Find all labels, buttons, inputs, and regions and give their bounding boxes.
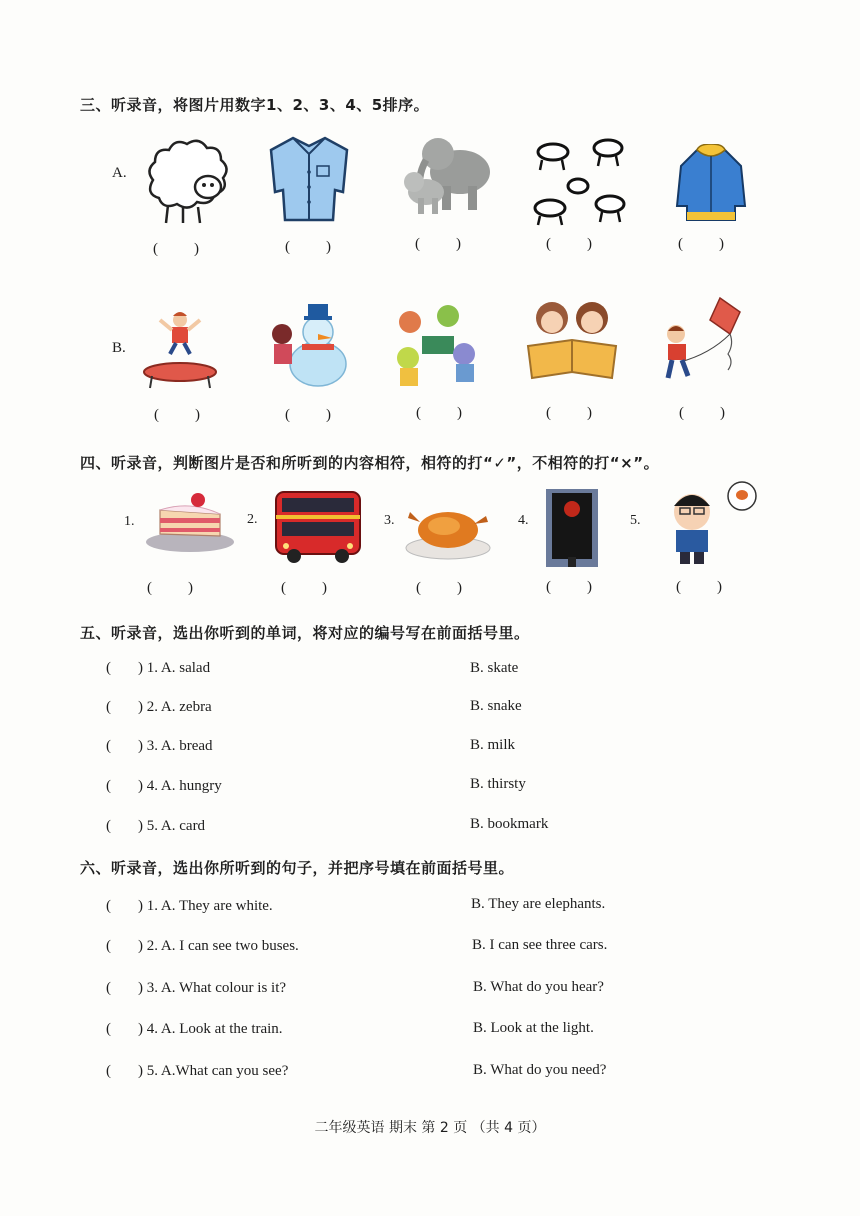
paren-close: ) xyxy=(322,580,327,596)
paren-open[interactable]: ( xyxy=(106,1021,111,1037)
page-footer: 二年级英语 期末 第 2 页 （共 4 页） xyxy=(314,1120,546,1136)
paren-open: ( xyxy=(678,236,683,252)
paren-open[interactable]: ( xyxy=(106,699,111,715)
section5-heading: 五、听录音，选出你听到的单词，将对应的编号写在前面括号里。 xyxy=(80,624,530,642)
paren-open: ( xyxy=(546,405,551,421)
paren-close: ) xyxy=(587,405,592,421)
flying-kite-icon xyxy=(660,294,750,386)
traffic-light-icon xyxy=(546,489,598,567)
paren-close: ) xyxy=(194,241,199,257)
question-option-a: ( ) 5. A. card xyxy=(106,818,206,834)
paren-open: ( xyxy=(285,239,290,255)
paren-open: ( xyxy=(281,580,286,596)
paren-open: ( xyxy=(415,236,420,252)
answer-paren[interactable] xyxy=(678,236,724,253)
paren-open[interactable]: ( xyxy=(106,1063,111,1079)
question-option-b: B. thirsty xyxy=(470,776,526,792)
question-option-b: B. bookmark xyxy=(470,816,549,832)
paren-open[interactable]: ( xyxy=(106,898,111,914)
answer-paren[interactable] xyxy=(281,580,327,597)
answer-paren[interactable] xyxy=(154,407,200,424)
coat-icon xyxy=(675,144,747,224)
paren-open: ( xyxy=(676,579,681,595)
paren-open: ( xyxy=(147,580,152,596)
paren-close: ) xyxy=(456,236,461,252)
paren-close: ) xyxy=(587,579,592,595)
item-number: 5. xyxy=(630,513,641,528)
question-option-a: ( ) 3. A. bread xyxy=(106,738,213,754)
item-number: 2. xyxy=(247,512,258,527)
question-option-a: ( ) 1. A. They are white. xyxy=(106,898,273,914)
question-option-b: B. snake xyxy=(470,698,522,714)
question-option-a: ( ) 1. A. salad xyxy=(106,660,211,676)
question-option-b: B. What do you hear? xyxy=(473,979,604,995)
question-option-a: ( ) 4. A. hungry xyxy=(106,778,222,794)
item-number: 3. xyxy=(384,513,395,528)
paren-open: ( xyxy=(679,405,684,421)
paren-open: ( xyxy=(285,407,290,423)
paren-open[interactable]: ( xyxy=(106,660,111,676)
shirt-icon xyxy=(265,132,353,224)
cake-icon xyxy=(142,488,238,554)
paren-open: ( xyxy=(416,580,421,596)
paren-close: ) xyxy=(326,407,331,423)
question-option-a: ( ) 3. A. What colour is it? xyxy=(106,980,287,996)
zebras-icon xyxy=(528,130,633,226)
paren-open: ( xyxy=(153,241,158,257)
answer-paren[interactable] xyxy=(546,236,592,253)
paren-close: ) xyxy=(326,239,331,255)
item-number: 1. xyxy=(124,514,135,529)
paren-open[interactable]: ( xyxy=(106,738,111,754)
question-option-b: B. What do you need? xyxy=(473,1062,607,1078)
paren-open[interactable]: ( xyxy=(106,980,111,996)
children-reading-icon xyxy=(522,296,622,384)
row-b-label: B. xyxy=(112,340,126,356)
snowman-icon xyxy=(268,300,353,388)
answer-paren[interactable] xyxy=(285,239,331,256)
paren-open: ( xyxy=(416,405,421,421)
paren-close: ) xyxy=(457,405,462,421)
paren-open: ( xyxy=(546,579,551,595)
question-option-b: B. Look at the light. xyxy=(473,1020,594,1036)
children-playing-icon xyxy=(390,302,485,388)
section3-heading: 三、听录音，将图片用数字1、2、3、4、5排序。 xyxy=(80,96,430,114)
question-option-a: ( ) 4. A. Look at the train. xyxy=(106,1021,283,1037)
paren-close: ) xyxy=(457,580,462,596)
paren-close: ) xyxy=(719,236,724,252)
paren-open[interactable]: ( xyxy=(106,818,111,834)
paren-open: ( xyxy=(154,407,159,423)
answer-paren[interactable] xyxy=(285,407,331,424)
answer-paren[interactable] xyxy=(676,579,722,596)
question-option-b: B. milk xyxy=(470,737,516,753)
answer-paren[interactable] xyxy=(679,405,725,422)
section4-heading: 四、听录音，判断图片是否和所听到的内容相符，相符的打“✓”，不相符的打“×”。 xyxy=(80,454,660,472)
sheep-icon xyxy=(138,135,233,227)
elephants-icon xyxy=(398,130,498,220)
answer-paren[interactable] xyxy=(546,405,592,422)
question-option-a: ( ) 2. A. zebra xyxy=(106,699,212,715)
paren-open[interactable]: ( xyxy=(106,938,111,954)
paren-close: ) xyxy=(195,407,200,423)
bus-icon xyxy=(272,488,364,564)
section6-heading: 六、听录音，选出你所听到的句子，并把序号填在前面括号里。 xyxy=(80,859,515,877)
trampoline-jumping-icon xyxy=(140,310,220,390)
question-option-b: B. They are elephants. xyxy=(471,896,606,912)
question-option-b: B. skate xyxy=(470,660,519,676)
paren-close: ) xyxy=(188,580,193,596)
paren-close: ) xyxy=(720,405,725,421)
answer-paren[interactable] xyxy=(546,579,592,596)
paren-open[interactable]: ( xyxy=(106,778,111,794)
answer-paren[interactable] xyxy=(416,405,462,422)
question-option-b: B. I can see three cars. xyxy=(472,937,608,953)
row-a-label: A. xyxy=(112,165,127,181)
paren-close: ) xyxy=(717,579,722,595)
answer-paren[interactable] xyxy=(147,580,193,597)
paren-close: ) xyxy=(587,236,592,252)
answer-paren[interactable] xyxy=(415,236,461,253)
question-option-a: ( ) 2. A. I can see two buses. xyxy=(106,938,299,954)
question-option-a: ( ) 5. A.What can you see? xyxy=(106,1063,289,1079)
hungry-boy-icon xyxy=(652,480,758,570)
paren-open: ( xyxy=(546,236,551,252)
answer-paren[interactable] xyxy=(153,241,199,258)
answer-paren[interactable] xyxy=(416,580,462,597)
item-number: 4. xyxy=(518,513,529,528)
roast-chicken-icon xyxy=(404,498,492,562)
